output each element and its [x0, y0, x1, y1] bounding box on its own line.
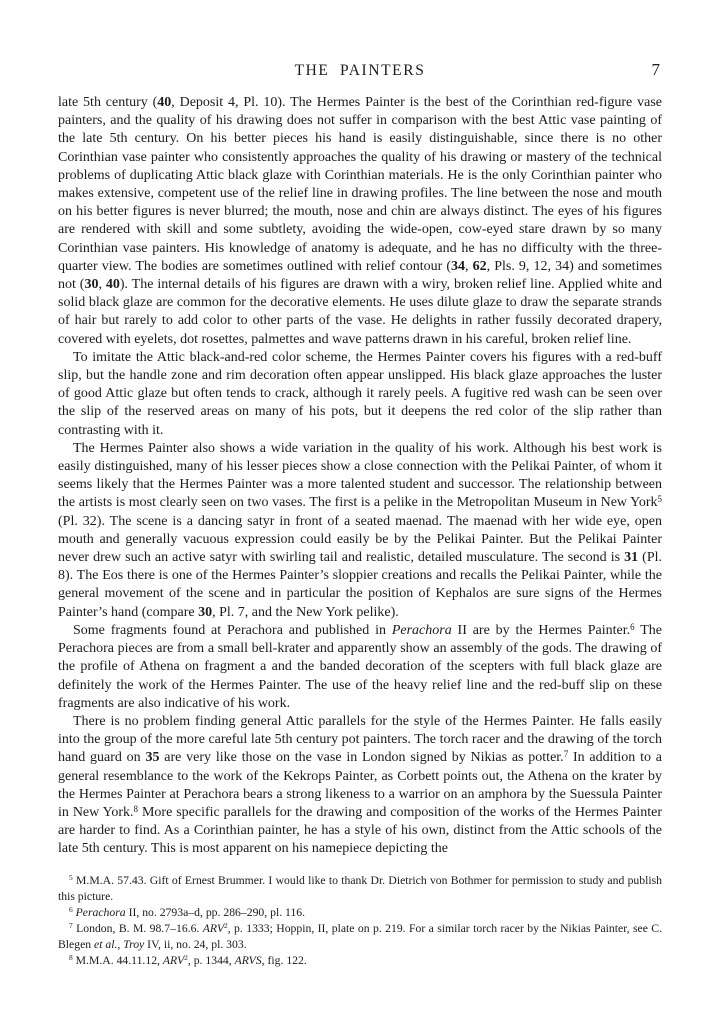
text-run: , — [98, 277, 106, 293]
text-run: , fig. 122. — [261, 953, 307, 967]
text-run: Troy — [123, 937, 145, 951]
text-run: London, B. M. 98.7–16.6. — [72, 921, 203, 935]
footnote-reference: 5 — [657, 494, 662, 505]
text-run: , Pls. 9, 12, 34) and sometimes not ( — [58, 258, 663, 293]
body-paragraph — [58, 713, 662, 859]
text-run: M.M.A. 44.11.12, — [72, 953, 163, 967]
text-run: 31 — [624, 550, 639, 566]
footnotes-block — [58, 873, 662, 969]
text-run: (Pl. 32). The scene is a dancing satyr in front of a seated maenad. The maenad with her wide eye, open mouth and generally vacuous expression could easily be by the Pelikai Painter. But the Pelikai Painter never drew such an active satyr with swirling tail and realistic, detailed musculature. The second is — [58, 513, 662, 566]
text-run: , p. 1333; Hoppin, II, plate on p. 219. For a similar torch racer by the Nikias Painter, see C. Blegen — [58, 921, 663, 951]
text-run: late 5th century ( — [58, 95, 158, 110]
text-run: ARV — [202, 921, 224, 935]
footnote-reference: 8 — [133, 803, 139, 814]
footnote — [58, 905, 662, 921]
body-paragraph — [58, 440, 662, 622]
footnote-reference: 6 — [630, 621, 635, 632]
text-run: There is no problem finding general Attic parallels for the style of the Hermes Painter. He falls easily into the group of the more careful late 5th century pot painters. The torch racer and the drawing of the torch hand guard on — [58, 713, 662, 766]
text-run: Some fragments found at Perachora and published in — [73, 622, 392, 638]
text-run: ARV — [162, 953, 185, 967]
text-run: 40 — [157, 95, 172, 110]
text-run: The Hermes Painter also shows a wide variation in the quality of his work. Although his best work is easily distinguished, many of his lesser pieces show a close connection with the Pelikai Painter, of whom it seems likely that the Hermes Painter was a more talented student and successor. The relationship between the artists is most clearly seen on two vases. The first is a pelike in the Metropolitan Museum in New York — [58, 440, 662, 511]
text-run: Perachora — [391, 622, 452, 638]
body-paragraph — [58, 349, 662, 440]
body-paragraph — [58, 622, 662, 713]
text-run: ARVS — [234, 953, 262, 967]
body-paragraph — [58, 94, 662, 349]
footnote — [58, 921, 662, 953]
text-run: ). The internal details of his figures are drawn with a wiry, broken relief line. Applied white and solid black glaze are common for the decorative elements. He uses dilute glaze to draw the separate strands of hair but rarely to add color to other parts of the vase. He delights in rather fussily decorated drapery, covered with eyelets, dot rosettes, palmettes and wave patterns drawn in his careful, broken relief line. — [58, 277, 662, 347]
text-run: 40 — [105, 277, 120, 293]
text-run: More specific parallels for the drawing and composition of the works of the Hermes Painter are harder to find. As a Corinthian painter, he has a style of his own, distinct from the Attic schools of the late 5th century. This is most apparent on his namepiece depicting the — [58, 804, 662, 857]
text-run: 35 — [145, 750, 160, 766]
text-run: , Deposit 4, Pl. 10). The Hermes Painter is the best of the Corinthian red-figure vase painters, and the quality of his drawing does not suffer in comparison with the best Attic vase painting of the late 5th century. On his better pieces his hand is easily distinguishable, since there is no other Corinthian vase painter who consistently approaches the quality of his drawing or mastery of the technical problems of duplicating Attic black glaze with Corinthian materials. He is the only Corinthian painter who makes extensive, competent use of the relief line in drawing profiles. The line between the nose and mouth on his better figures is never blurred; the mouth, nose and chin are always distinct. The eyes of his figures are rendered with skill and some subtlety, avoiding the wide-open, cow-eyed stare drawn by so many Corinthian vase painters. His knowledge of anatomy is adequate, and he has no difficulty with the three-quarter view. The bodies are sometimes outlined with relief contour ( — [58, 95, 662, 274]
text-run: , — [465, 258, 473, 274]
text-run: Perachora — [75, 905, 126, 919]
text-run: (Pl. 8). The Eos there is one of the Hermes Painter’s sloppier creations and recalls the Pelikai Painter, while the general movement of the scene and in particular the position of Kephalos are sure signs of the Hermes Painter’s hand (compare — [58, 550, 663, 620]
footnote-reference: 2 — [223, 921, 228, 931]
footnote — [58, 953, 662, 969]
text-run: 34 — [451, 258, 466, 274]
footnote-reference: 7 — [563, 749, 569, 760]
text-run: 30 — [198, 604, 213, 620]
text-run: 30 — [84, 277, 99, 293]
text-run: IV, ii, no. 24, pl. 303. — [144, 937, 247, 951]
running-head-title: THE PAINTERS — [294, 62, 426, 79]
text-run: et al. — [94, 937, 118, 951]
page-number: 7 — [651, 60, 660, 79]
footnote-reference: 8 — [69, 953, 73, 963]
footnote-reference: 5 — [69, 873, 73, 883]
text-run: In addition to a general resemblance to the work of the Kekrops Painter, as Corbett points out, the Athena on the krater by the Hermes Painter at Perachora bears a strong likeness to a warrior on an amphora by the Suessula Painter in New York. — [58, 750, 662, 820]
text-run: II, no. 2793a–d, pp. 286–290, pl. 116. — [125, 905, 306, 919]
footnote-reference: 7 — [69, 921, 73, 931]
text-run: , — [117, 937, 124, 951]
text-run: , Pl. 7, and the New York pelike). — [212, 604, 399, 620]
text-run: 62 — [472, 258, 487, 274]
text-run: The Perachora pieces are from a small bell-krater and apparently show an assembly of the gods. The drawing of the profile of Athena on fragment a and the banded decoration of the scepters with full black glaze are definitely the work of the Hermes Painter. The use of the heavy relief line and the red-buff slip on these fragments are also indicative of his work. — [58, 622, 662, 711]
footnote-reference: 6 — [69, 905, 73, 915]
running-head — [58, 62, 662, 81]
text-run: M.M.A. 57.43. Gift of Ernest Brummer. I would like to thank Dr. Dietrich von Bothmer for permission to study and publish this picture. — [58, 873, 662, 903]
footnote — [58, 873, 662, 905]
text-run: , p. 1344, — [187, 953, 235, 967]
text-run: are very like those on the vase in London signed by Nikias as potter. — [159, 750, 564, 766]
text-run: II are by the Hermes Painter. — [451, 622, 631, 638]
text-run: To imitate the Attic black-and-red color scheme, the Hermes Painter covers his figures with a red-buff slip, but the handle zone and rim decoration often appear unslipped. His black glaze approaches the luster of good Attic glaze but often tends to crack, although it rarely peels. A fugitive red wash can be seen over the slip of the reserved areas on many of his pots, but it deepens the red color of the slip rather than contrasting with it. — [58, 349, 662, 438]
body-text — [58, 94, 662, 859]
footnote-reference: 2 — [184, 953, 188, 963]
